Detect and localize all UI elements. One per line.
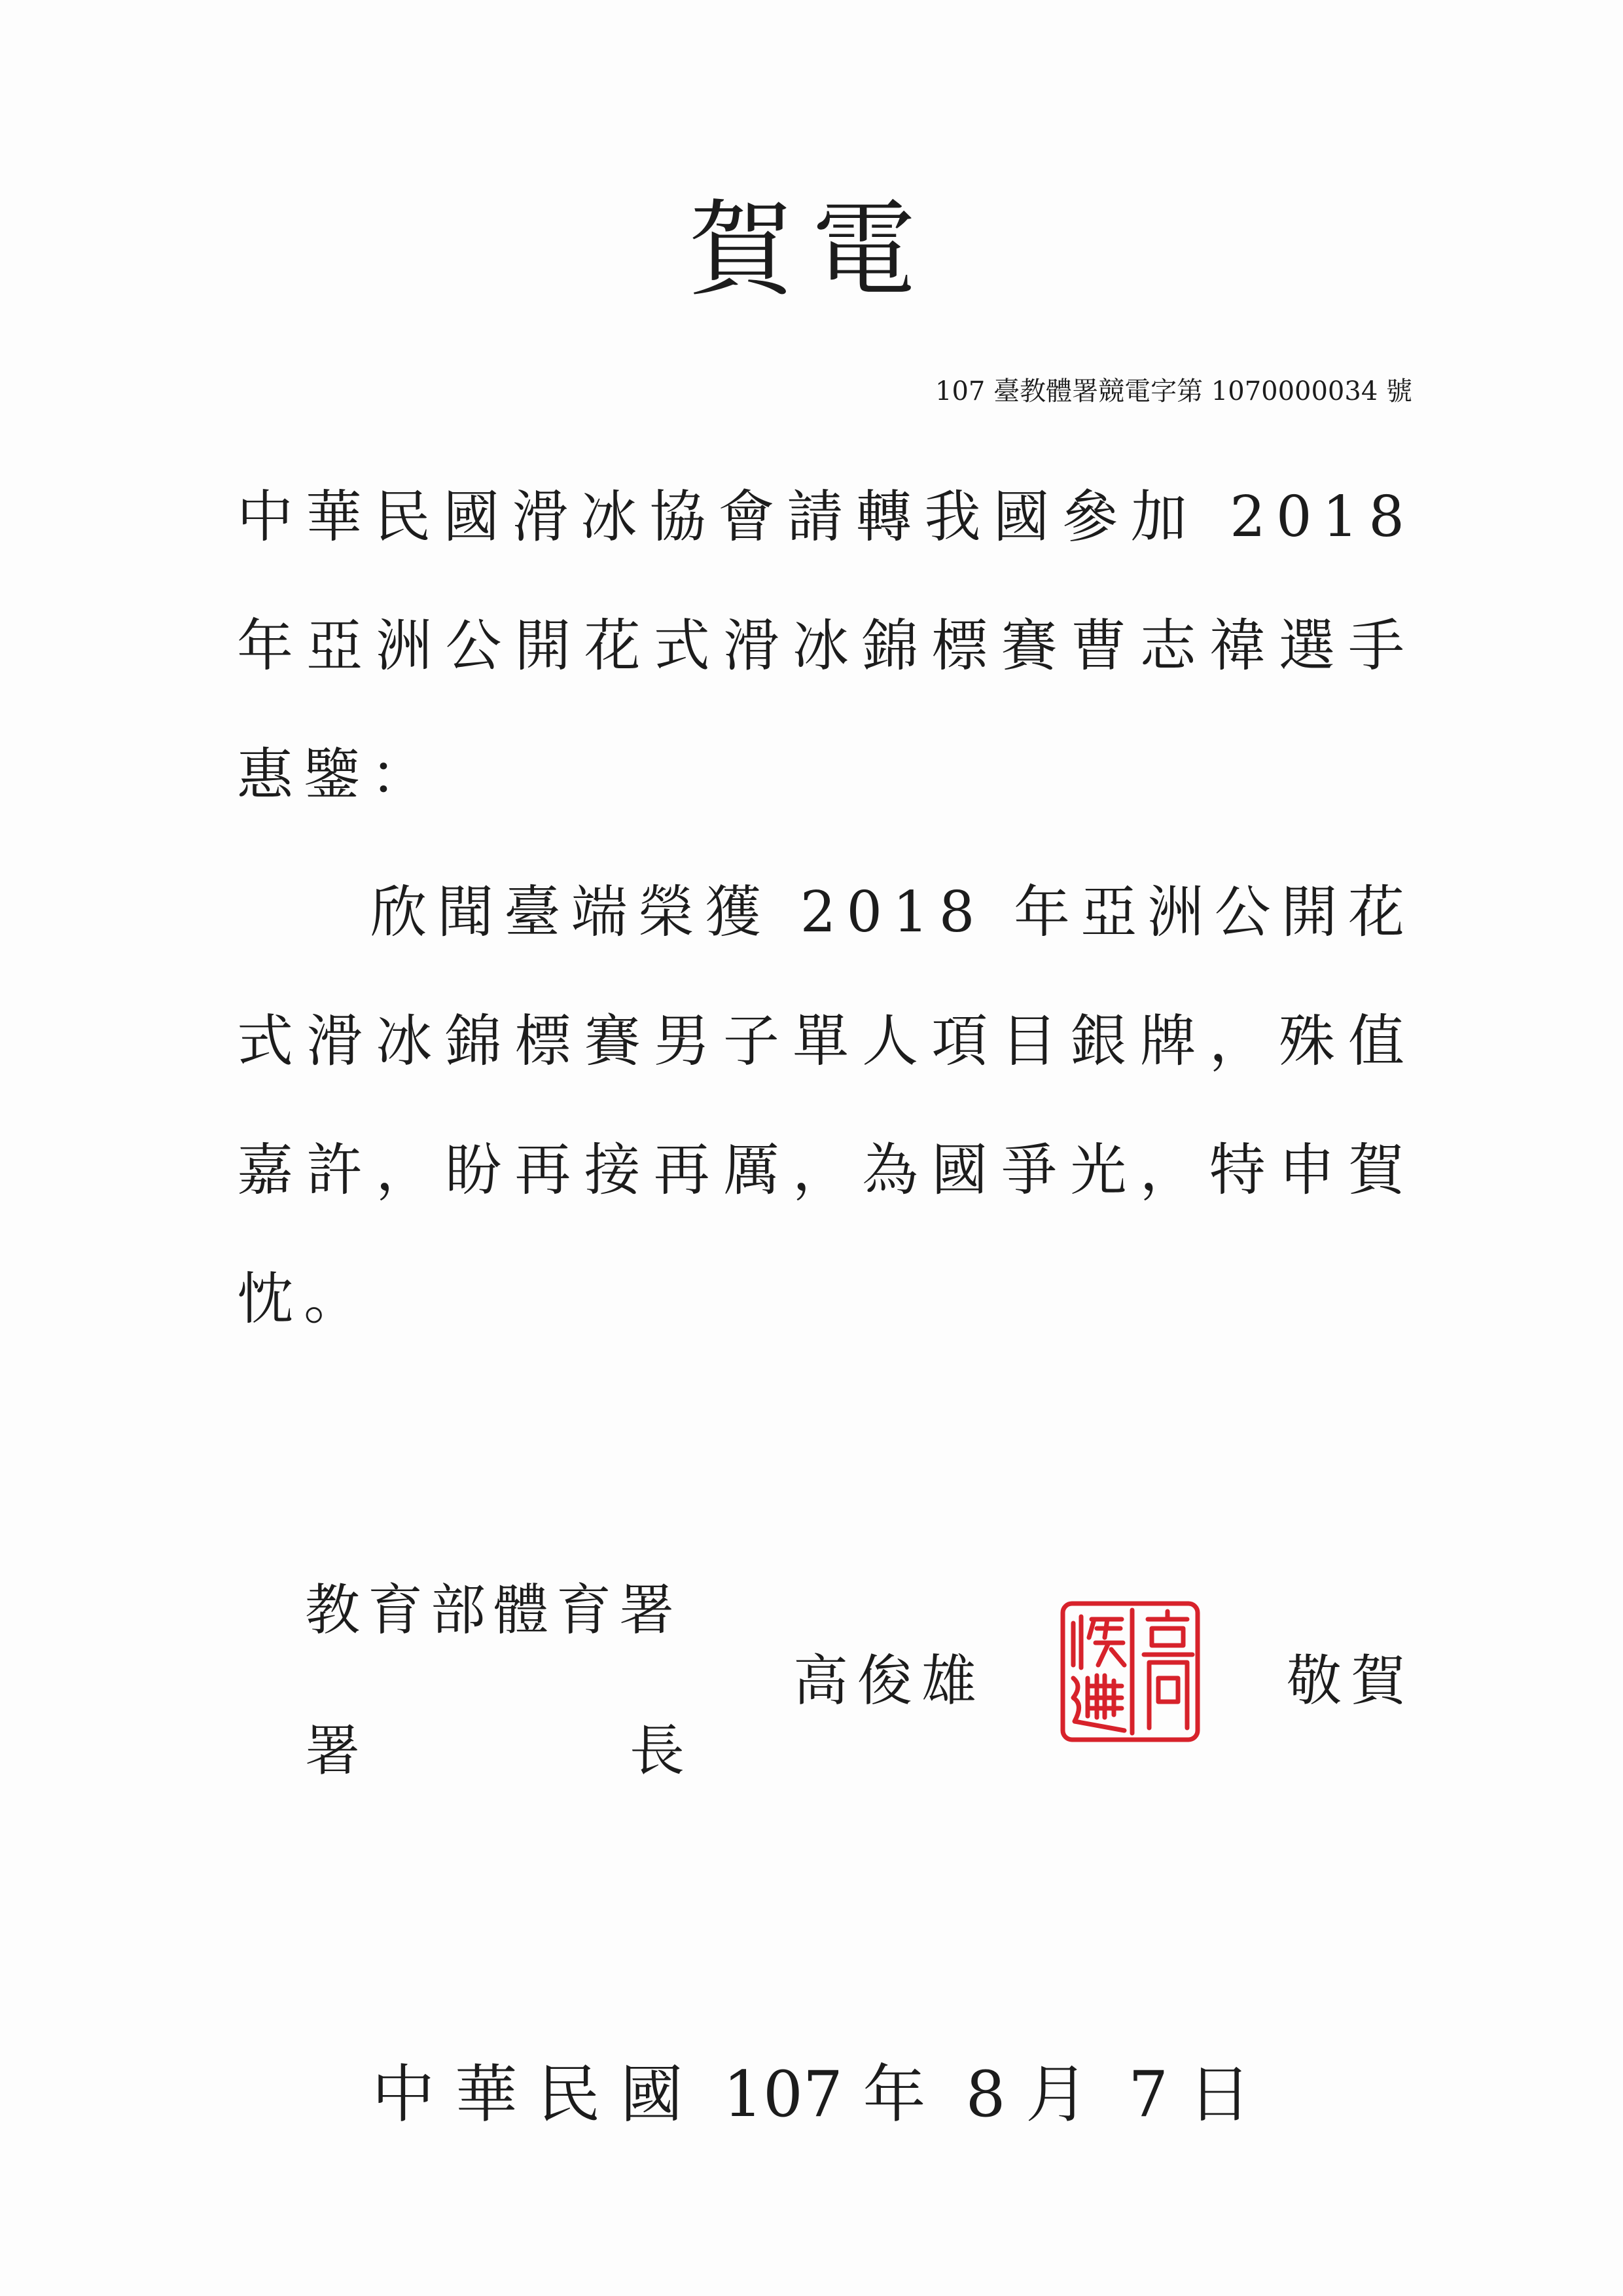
signatory-title-part2: 長	[630, 1719, 685, 1783]
body-paragraph: 欣聞臺端榮獲 2018 年亞洲公開花式滑冰錦標賽男子單人項目銀牌，殊值嘉許，盼再接再厲，為國爭光，特申賀忱。	[237, 880, 1415, 1332]
signatory-title-part1: 署	[305, 1719, 361, 1783]
salutation-paragraph: 中華民國滑冰協會請轉我國參加 2018 年亞洲公開花式滑冰錦標賽曹志禕選手惠鑒：	[237, 484, 1415, 808]
document-number: 107 臺教體署競電字第 1070000034 號	[935, 376, 1412, 406]
document-date: 中 華 民 國 107 年 8 月 7 日	[372, 2058, 1251, 2131]
signatory-organization: 教育部體育署	[305, 1578, 683, 1642]
document-title: 賀電	[688, 188, 935, 311]
signatory-name: 高俊雄	[793, 1649, 986, 1713]
signature-closing: 敬賀	[1287, 1649, 1416, 1713]
official-seal-icon	[1059, 1600, 1202, 1744]
